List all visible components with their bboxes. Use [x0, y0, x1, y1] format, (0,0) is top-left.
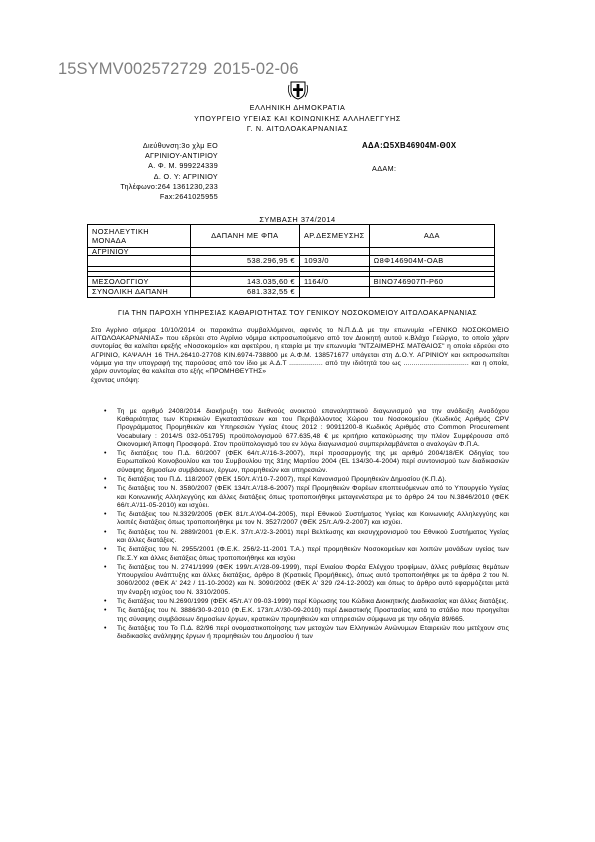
list-item-text: Τις διατάξεις του Ν. 2889/2001 (Φ.Ε.Κ. 37/τ.Α'/2-3-2001) περί Βελτίωσης και εκσυγχρονισμού του Εθνικού Συστήματος Υγείας και άλλες διατάξεις. — [117, 528, 509, 544]
total-label: ΣΥΝΟΛΙΚΗ ΔΑΠΑΝΗ — [88, 287, 191, 298]
document-subtitle: ΓΙΑ ΤΗΝ ΠΑΡΟΧΗ ΥΠΗΡΕΣΙΑΣ ΚΑΘΑΡΙΟΤΗΤΑΣ ΤΟΥ ΓΕΝΙΚΟΥ ΝΟΣΟΚΟΜΕΙΟΥ ΑΙΤΩΛΟΑΚΑΡΝΑΝΙΑΣ — [118, 310, 477, 317]
bullet-icon: • — [104, 485, 107, 493]
cell-ada: ΒΙΝΟ746907Π-Ρ60 — [369, 276, 494, 287]
cell-cost: 538.296,95 € — [190, 256, 299, 267]
cell-unit: ΜΕΣΟΛΟΓΓΙΟΥ — [88, 276, 191, 287]
bullet-icon: • — [104, 546, 107, 554]
bullet-icon: • — [104, 607, 107, 615]
list-item — [104, 598, 509, 606]
address-afm: Α. Φ. Μ. 999224339 — [148, 161, 218, 171]
contract-body — [91, 327, 509, 386]
cell-cost: 143.035,60 € — [190, 276, 299, 287]
stamp-date: 2015-02-06 — [213, 60, 299, 78]
list-item-text: Τις διατάξεις του Ν.2690/1999 (ΦΕΚ 45/τ.Α'/ 09-03-1999) περί Κύρωσης του Κώδικα Διοικητικής Διαδικασίας και άλλες διατάξεις. — [117, 597, 509, 605]
list-item-text: Τις διατάξεις του Ν. 3580/2007 (ΦΕΚ 134/τ.Α'/18-6-2007) περί Προμηθειών Φορέων εποπτευόμενων από το Υπουργείο Υγείας και Κοινωνικής Αλληλεγγύης και άλλες διατάξεις όπως τροποποιήθηκε μεταγενέστερα με το άρθρο 24 του Ν.3846/2010 (ΦΕΚ 66/τ.Α'/11-05-2010) και ισχύει. — [117, 485, 509, 509]
list-item-text: Τις διατάξεις του Το Π.Δ. 82/96 περί ονομαστικοποίησης των μετοχών των Ελληνικών Ανώνυμων Εταιρειών που μετέχουν στις διαδικασίες ανάληψης έργων ή προμηθειών του Δημοσίου ή των — [117, 624, 509, 641]
table-row — [88, 248, 495, 256]
list-item — [104, 546, 509, 562]
document-stamp — [58, 60, 299, 79]
address-block — [80, 141, 218, 202]
address-street: Διεύθυνση:3ο χλμ ΕΟ — [142, 141, 218, 150]
cell-commitment: 1164/0 — [299, 276, 369, 287]
header-line-hospital: Γ. Ν. ΑΙΤΩΛΟΑΚΑΡΝΑΝΙΑΣ — [246, 124, 349, 134]
bullet-icon: • — [104, 450, 107, 458]
header-commitment: ΑΡ.ΔΕΣΜΕΥΣΗΣ — [299, 225, 369, 248]
address-phone: Τηλέφωνο:264 1361230,233 — [120, 181, 218, 191]
intro-paragraph: Στο Αγρίνιο σήμερα 10/10/2014 οι παρακάτω συμβαλλόμενοι, αφενός το Ν.Π.Δ.Δ με την επωνυμία «ΓΕΝΙΚΟ ΝΟΣΟΚΟΜΕΙΟ ΑΙΤΩΛΟΑΚΑΡΝΑΝΙΑΣ» που εδρεύει στο Αγρίνιο νόμιμα εκπροσωπούμενο από τον Διοικητή αυτού κ.Βλάχο Γεώργιο, το οποίο χάριν συντομίας θα καλείται εφεξής «Νοσοκομείο» και αφετέρου, η εταιρία με την επωνυμία "ΝΤΖΑΙΜΕΡΗΣ ΜΑΤΘΑΙΟΣ" η οποία εδρεύει στο ΑΓΡΙΝΙΟ, ΚΑΨΑΛΗ 16 ΤΗΛ.26410-27708 ΚΙΝ.6974-738800 με Α.Φ.Μ. 138571677 υπάγεται στη Δ.Ο.Υ. ΑΓΡΙΝΙΟΥ και εκπροσωπείται νόμιμα για την υπογραφή της παρούσας από τον ίδιο με Α.Δ.Τ ................. από την ιδιότητά του ως ................................. και η οποία, χάριν συντομίας θα καλείται στο εξής «ΠΡΟΜΗΘΕΥΤΗΣ» — [91, 327, 509, 376]
bullet-icon: • — [104, 563, 107, 571]
list-item-text: Τις διατάξεις του Π.Δ. 60/2007 (ΦΕΚ 64/τ.Α'/16-3-2007), περί προσαρμογής της με αριθμό 2004/18/ΕΚ Οδηγίας του Ευρωπαϊκού Κοινοβουλίου και του Συμβουλίου της 31ης Μαρτίου 2004 (EL 134/30-4-2004) περί συντονισμού των διαδικασιών σύναψης δημοσίων συμβάσεων, έργων, προμηθειών και υπηρεσιών. — [117, 450, 509, 474]
list-item-text: Τις διατάξεις του Ν. 2741/1999 (ΦΕΚ 199/τ.Α'/28-09-1999), περί Ενιαίου Φορέα Ελέγχου τροφίμων, άλλες ρυθμίσεις θεμάτων Υπουργείου Ανάπτυξης και άλλες διατάξεις, άρθρο 8 (Κρατικές Προμήθειες), όπως αυτό τροποποιήθηκε με τα άρθρα 2 του Ν. 3060/2002 (ΦΕΚ Α' 242 / 11-10-2002) και Ν. 3090/2002 (ΦΕΚ Α' 329 /24-12-2002) και όπως το άρθρο αυτό εφαρμόζεται μετά την έναρξη ισχύος του Ν. 3310/2005. — [117, 563, 509, 596]
adam-label: ΑΔΑΜ: — [372, 164, 397, 173]
bullet-icon: • — [104, 597, 107, 605]
list-item — [104, 529, 509, 545]
considering-label: έχοντας υπόψη: — [91, 377, 140, 385]
cell-ada: Ω8Φ146904Μ-ΟΑΒ — [369, 256, 494, 267]
address-street-2: ΑΓΡΙΝΙΟΥ-ΑΝΤΙΡΙΟΥ — [144, 151, 218, 161]
header-line-ministry: ΥΠΟΥΡΓΕΙΟ ΥΓΕΙΑΣ ΚΑΙ ΚΟΙΝΩΝΙΚΗΣ ΑΛΛΗΛΕΓΓΥΗΣ — [194, 113, 401, 123]
list-item-text: Τις διατάξεις του Ν. 3886/30-9-2010 (Φ.Ε.Κ. 173/τ.Α'/30-09-2010) περί Δικαστικής Προστασίας κατά το στάδιο που προηγείται της σύναψης συμβάσεων δημοσίων έργων, κρατικών προμηθειών και υπηρεσιών σύμφωνα με την οδηγία 89/665. — [117, 607, 509, 623]
list-item — [104, 476, 509, 484]
address-fax: Fax:2641025955 — [159, 192, 218, 202]
cell-commitment: 1093/0 — [299, 256, 369, 267]
header-ada: ΑΔΑ — [369, 225, 494, 248]
table-row — [88, 276, 495, 287]
total-value: 681.332,55 € — [190, 287, 299, 298]
address-doy: Δ. Ο. Υ: ΑΓΡΙΝΙΟΥ — [153, 171, 218, 181]
list-item-text: Τις διατάξεις του Ν. 2955/2001 (Φ.Ε.Κ. 256/2-11-2001 Τ.Α.) περί προμηθειών Νοσοκομείων και λοιπών μονάδων υγείας των Πε.Σ.Υ και άλλες διατάξεις όπως τροποποιήθηκε και ισχύει — [117, 546, 509, 562]
list-item-text: Τη με αριθμό 2408/2014 διακήρυξη του διεθνούς ανοικτού επαναληπτικού διαγωνισμού για την ανάδειξη Αναδόχου Καθαριότητας των Κτιριακών Εγκαταστάσεων και του Περιβάλλοντος Χώρου του Νοσοκομείου (Κωδικός Αριθμός CPV Προγράμματος Προμηθειών και Υπηρεσιών Υγείας έτους 2012 : 90911200-8 Κωδικός Αριθμός στο Common Procurement Vocabulary : 2014/S 032-051795) προϋπολογισμού 677.635,48 € με κριτήριο κατακύρωσης την πλέον Συμφέρουσα από Οικονομική Άποψη Προσφορά. Στον προϋπολογισμό του εν λόγω διαγωνισμού συμπεριλαμβάνεται ο αναλογών Φ.Π.Α. — [117, 408, 509, 448]
table-total-row — [88, 287, 495, 298]
bullet-icon: • — [104, 408, 107, 415]
list-item-text: Τις διατάξεις του Π.Δ. 118/2007 (ΦΕΚ 150/τ.Α'/10-7-2007), περί Κανονισμού Προμηθειών Δημοσίου (Κ.Π.Δ). — [117, 476, 447, 483]
bullet-icon: • — [104, 528, 107, 536]
header-unit: ΝΟΣΗΛΕΥΤΙΚΗ ΜΟΝΑΔΑ — [88, 225, 191, 248]
list-item — [104, 564, 509, 597]
table-row — [88, 256, 495, 267]
list-item — [104, 607, 509, 623]
list-item — [104, 485, 509, 510]
stamp-code: 15SYMV002572729 — [58, 60, 208, 78]
list-item — [104, 408, 509, 449]
contract-cost-table — [87, 224, 495, 298]
greek-coat-of-arms-icon — [287, 79, 309, 101]
bullet-icon: • — [104, 624, 107, 632]
cell-unit: ΑΓΡΙΝΙΟΥ — [88, 248, 191, 256]
bullet-icon: • — [104, 476, 107, 483]
list-item — [104, 511, 509, 527]
list-item — [104, 450, 509, 475]
header-cost: ΔΑΠΑΝΗ ΜΕ ΦΠΑ — [190, 225, 299, 248]
ada-code: ΑΔΑ:Ω5ΧΒ46904Μ-Θ0Χ — [362, 141, 457, 150]
list-item — [104, 625, 509, 641]
list-item-text: Τις διατάξεις του Ν.3329/2005 (ΦΕΚ 81/τ.Α'/04-04-2005), περί Εθνικού Συστήματος Υγείας και Κοινωνικής Αλληλεγγύης και λοιπές διατάξεις όπως τροποποιήθηκε με τον Ν. 3527/2007 (ΦΕΚ 25/τ.Α/9-2-2007) και ισχύει. — [117, 511, 509, 527]
ministry-header — [0, 103, 595, 135]
table-header-row — [88, 225, 495, 248]
contract-title: ΣΥΜΒΑΣΗ 374/2014 — [259, 215, 336, 224]
bullet-icon: • — [104, 511, 107, 519]
legal-basis-list — [104, 408, 509, 643]
header-line-republic: ΕΛΛΗΝΙΚΗ ΔΗΜΟΚΡΑΤΙΑ — [249, 103, 346, 112]
